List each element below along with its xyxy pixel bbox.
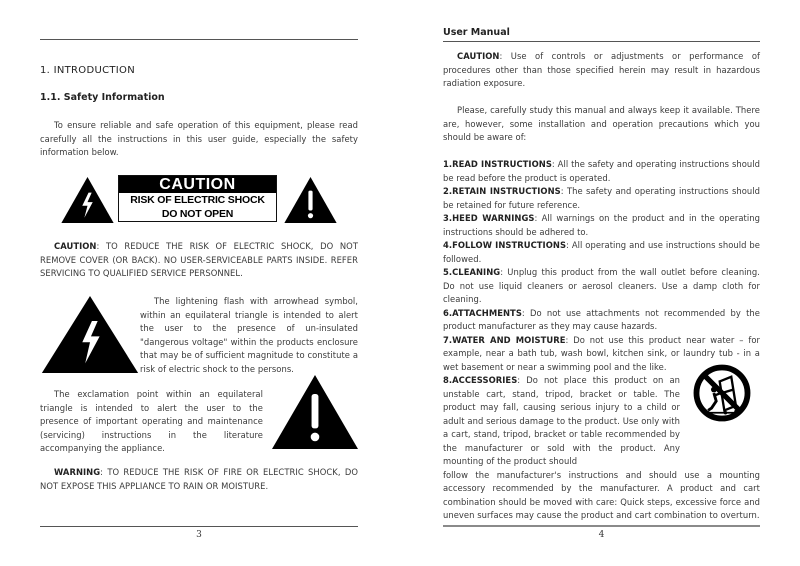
radiation-caution-label: CAUTION: [457, 51, 500, 61]
warning-notice-text: : TO REDUCE THE RISK OF FIRE OR ELECTRIC SHOCK, DO NOT EXPOSE THIS APPLIANCE TO RAIN OR MOISTURE.: [40, 467, 358, 491]
instruction-label: 3.HEED WARNINGS: [443, 213, 535, 223]
instruction-item: [443, 185, 760, 212]
caution-notice: [40, 240, 358, 281]
exclamation-warning-triangle-large-icon: [272, 375, 358, 449]
exclamation-explanation: [40, 388, 263, 456]
cart-tip-over-warning-icon: [693, 364, 751, 422]
caution-label-title: CAUTION: [119, 176, 276, 193]
running-header: User Manual: [443, 27, 510, 38]
instruction-text: : All the safety and operating instructions should be read before the product is operated.: [443, 159, 761, 183]
instruction-item: [443, 158, 760, 185]
lightning-explanation: [140, 295, 358, 376]
radiation-caution-text: : Use of controls or adjustments or performance of procedures other than those specified herein may result in hazardous radiation exposure.: [443, 51, 760, 88]
instruction-text: : Do not use this product near water – for example, near a bath tub, wash bowl, kitchen sink, or laundry tub - in a wet basement or near a swimming pool and the like.: [443, 334, 760, 372]
caution-label: [118, 175, 277, 222]
instruction-label: 4.FOLLOW INSTRUCTIONS: [443, 240, 567, 250]
instruction-item: [443, 266, 760, 307]
right-page: [443, 0, 760, 566]
instruction-text: : Do not place this product on an unstable cart, stand, tripod, bracket or table. The product may fall, causing serious injury to a child or adult and serious damage to the product. Use only with a cart, stand, tripod, bracket or table recommended by the manufacturer or sold with the product. Any mounting of the product should: [443, 375, 680, 466]
radiation-caution: [443, 50, 760, 91]
instruction-label: 7.WATER AND MOISTURE: [443, 334, 566, 345]
lightning-explanation-text: The lightening flash with arrowhead symbol, within an equilateral triangle is intended to alert the user to the presence of un-insulated "dangerous voltage" within the products enclosure that may be of sufficient magnitude to constitute a risk of electric shock to the persons.: [140, 296, 358, 374]
instruction-text: : Unplug this product from the wall outlet before cleaning. Do not use liquid cleaners or aerosol cleaners. Use a damp cloth for cleaning.: [443, 267, 760, 304]
exclamation-warning-triangle-icon: [284, 177, 337, 223]
warning-notice-label: WARNING: [54, 467, 101, 477]
study-note-text: Please, carefully study this manual and always keep it available. There are, however, some installation and operation precautions which you should be aware of:: [443, 105, 760, 142]
instruction-text: : All operating and use instructions should be followed.: [443, 240, 760, 264]
subsection-title: 1.1. Safety Information: [40, 92, 165, 103]
instruction-text: : All warnings on the product and in the operating instructions should be adhered to.: [443, 213, 760, 237]
lightning-warning-triangle-icon: [61, 177, 114, 223]
instruction-label: 8.ACCESSORIES: [443, 375, 518, 385]
header-rule: [443, 41, 760, 42]
study-note: [443, 104, 760, 145]
intro-text: To ensure reliable and safe operation of this equipment, please read carefully all the instructions in this user guide, especially the safety information below.: [40, 120, 358, 157]
exclamation-explanation-text: The exclamation point within an equilateral triangle is intended to alert the user to the presence of important operating and maintenance (servicing) instructions in the literature accompanying the appliance.: [40, 389, 263, 453]
caution-notice-text: : TO REDUCE THE RISK OF ELECTRIC SHOCK, DO NOT REMOVE COVER (OR BACK). NO USER-SERVICEABLE PARTS INSIDE. REFER SERVICING TO QUALIFIED SERVICE PERSONNEL.: [40, 241, 358, 278]
instruction-label: 1.READ INSTRUCTIONS: [443, 159, 552, 169]
instruction-text: : The safety and operating instructions should be retained for future reference.: [443, 186, 760, 210]
intro-paragraph: [40, 119, 358, 160]
top-rule: [40, 39, 358, 40]
caution-label-line1: RISK OF ELECTRIC SHOCK: [130, 194, 265, 206]
instruction-label: 6.ATTACHMENTS: [443, 307, 522, 318]
bottom-rule: [40, 526, 358, 527]
left-page: [40, 0, 358, 566]
page-number: 3: [196, 530, 202, 540]
caution-label-line2: DO NOT OPEN: [161, 208, 234, 220]
instructions-list: [443, 158, 760, 523]
lightning-warning-triangle-large-icon: [41, 296, 139, 373]
warning-notice: [40, 466, 358, 493]
instruction-text: : Do not use attachments not recommended by the product manufacturer as they may cause hazards.: [443, 307, 760, 331]
instruction-label: 2.RETAIN INSTRUCTIONS: [443, 186, 561, 196]
instruction-item: [443, 212, 760, 239]
instruction-item: [443, 307, 760, 334]
instruction-item: [443, 239, 760, 266]
page-number: 4: [598, 530, 605, 540]
bottom-rule: [443, 525, 760, 527]
instruction-label: 5.CLEANING: [443, 267, 501, 277]
accessories-continued: follow the manufacturer's instructions and should use a mounting accessory recommended by the manufacturer. A product and cart combination should be moved with care: Quick steps, excessive force and uneven surfaces may cause the product and cart combination to overturn.: [443, 469, 760, 520]
caution-notice-label: CAUTION: [54, 241, 97, 251]
section-title: 1. INTRODUCTION: [40, 65, 135, 76]
